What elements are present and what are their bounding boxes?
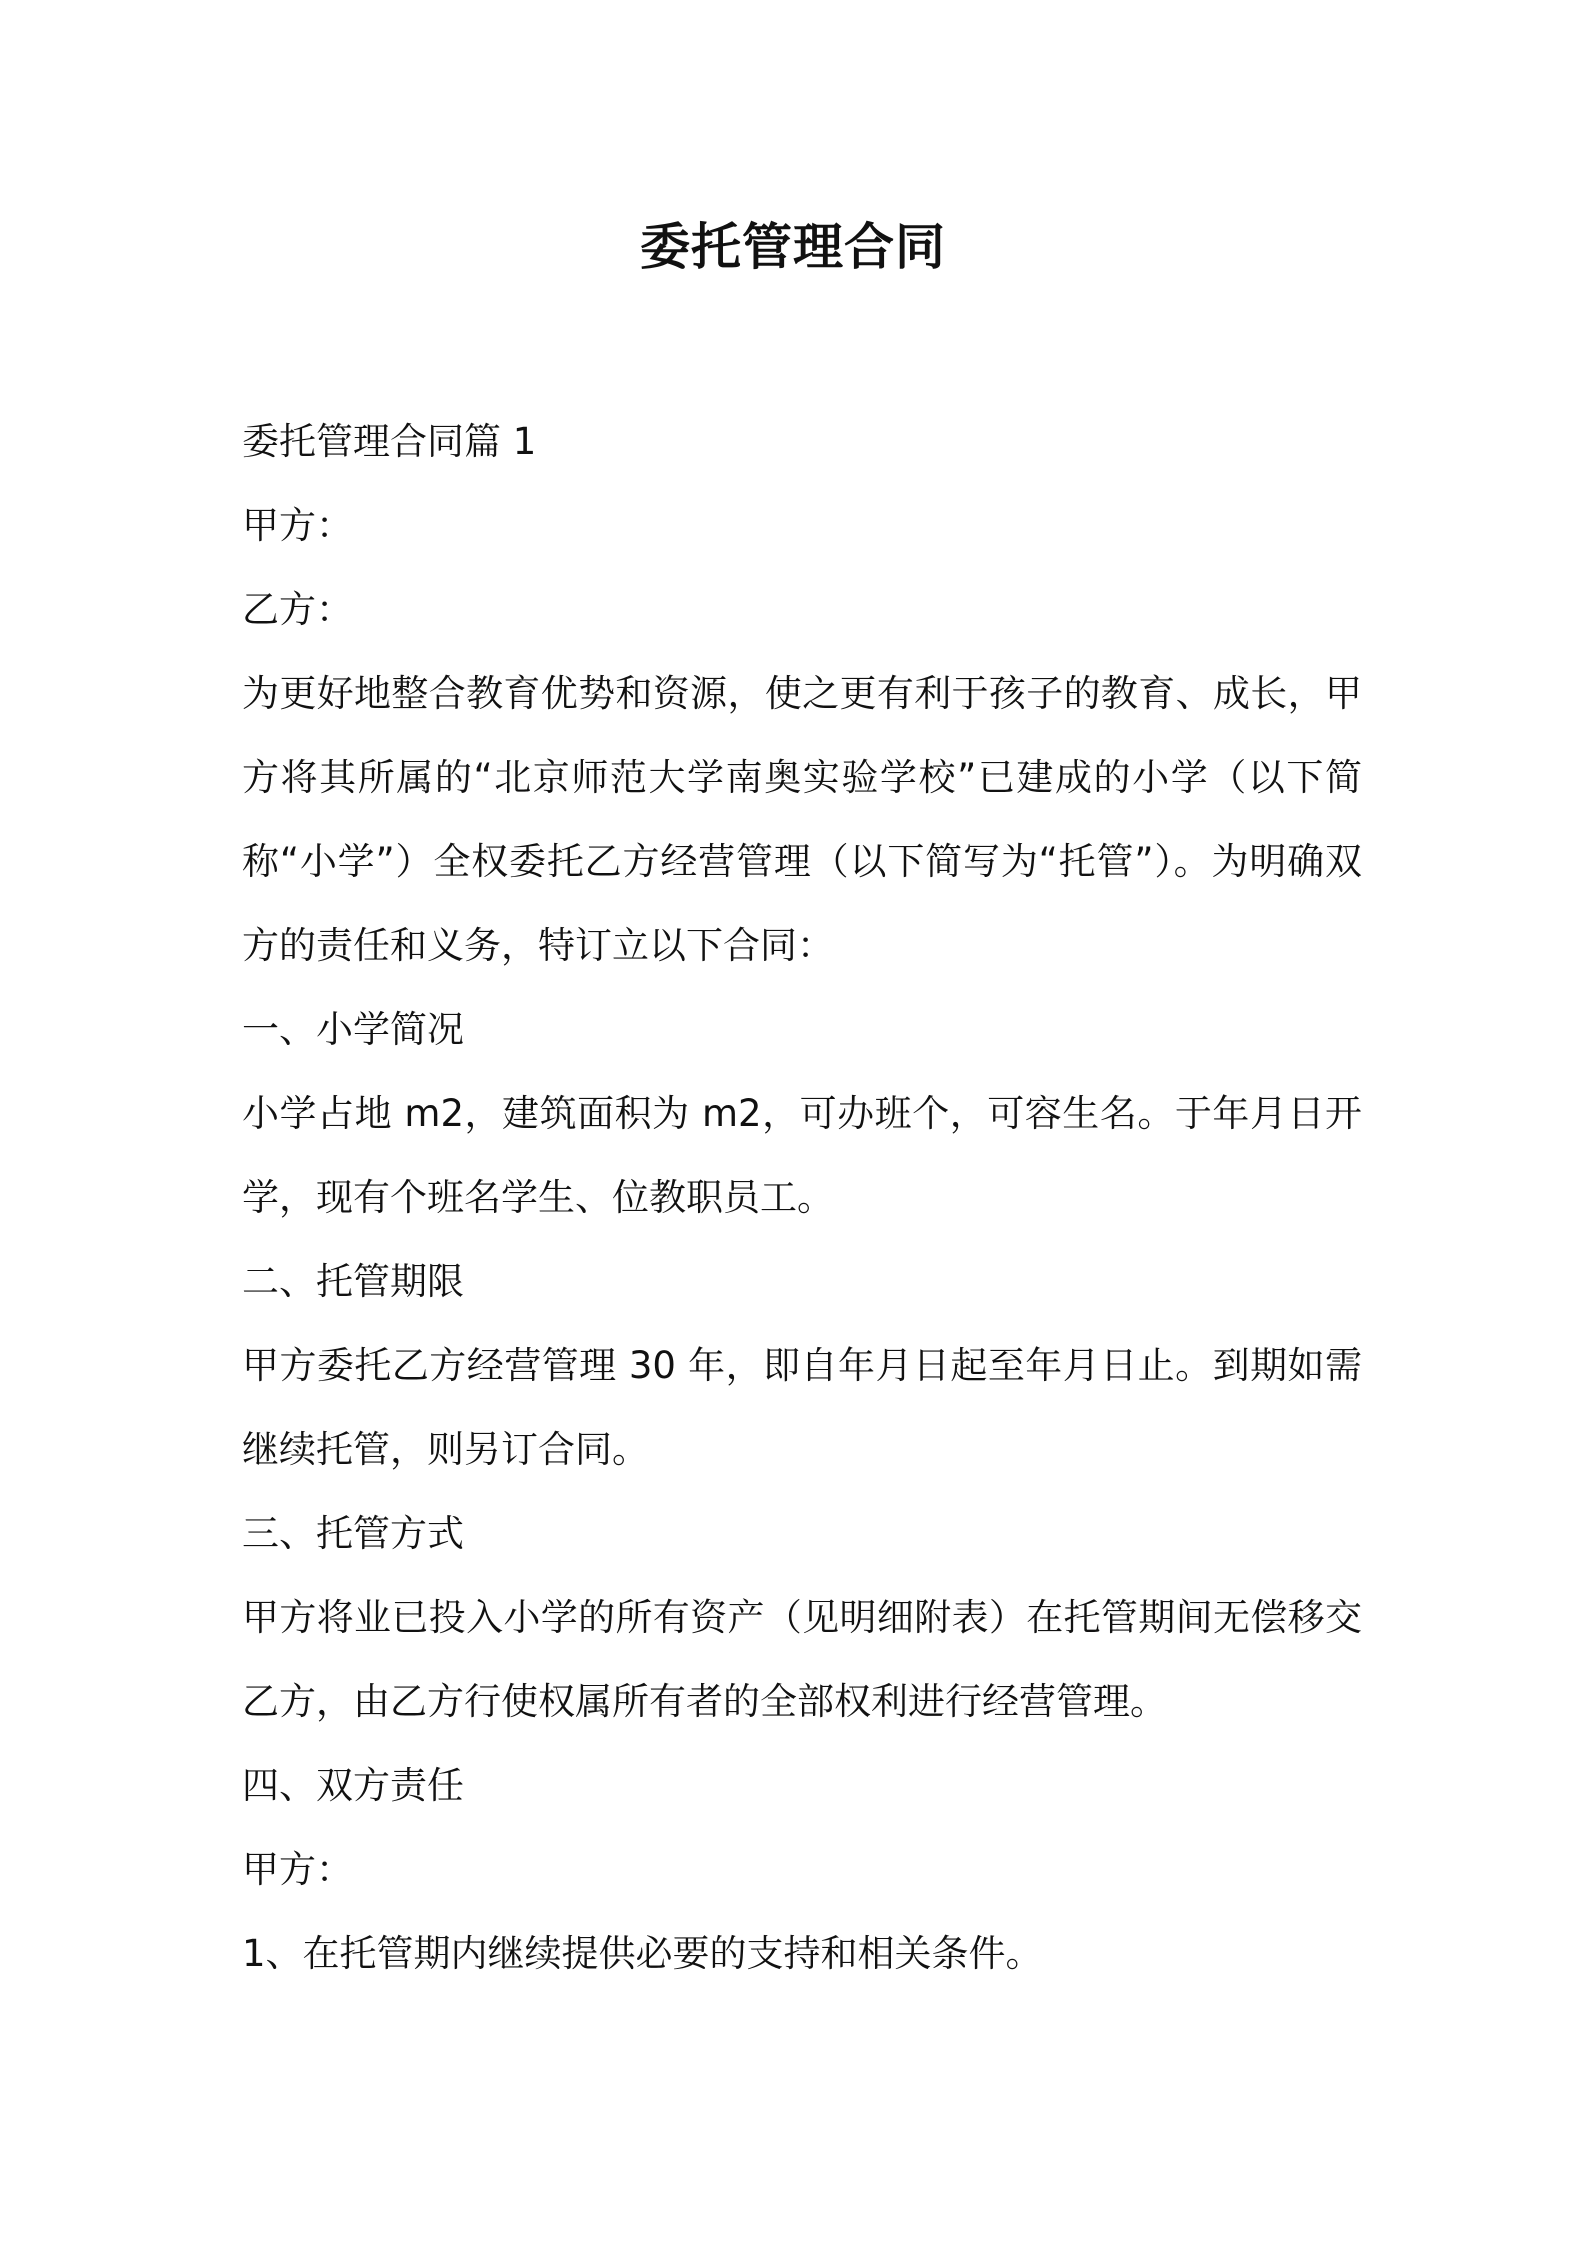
section-body-1: 小学占地 m2，建筑面积为 m2，可办班个，可容生名。于年月日开学，现有个班名学生、位教职员工。 [242,1092,1362,1219]
section-body-3: 甲方将业已投入小学的所有资产（见明细附表）在托管期间无偿移交乙方，由乙方行使权属所有者的全部权利进行经营管理。 [242,1596,1362,1723]
intro-paragraph: 为更好地整合教育优势和资源，使之更有利于孩子的教育、成长，甲方将其所属的“北京师范大学南奥实验学校”已建成的小学（以下简称“小学”）全权委托乙方经营管理（以下简写为“托管”）。为明确双方的责任和义务，特订立以下合同： [242,672,1362,967]
responsibility-item-1: 1、在托管期内继续提供必要的支持和相关条件。 [242,1932,1043,1975]
party-a-label: 甲方： [242,504,353,547]
document-body [242,400,1362,1996]
section-body-2: 甲方委托乙方经营管理 30 年，即自年月日起至年月日止。到期如需继续托管，则另订合同。 [242,1344,1362,1471]
section-heading-4: 四、双方责任 [242,1764,464,1807]
section-heading-3: 三、托管方式 [242,1512,464,1555]
document-title: 委托管理合同 [640,218,946,276]
party-b-label: 乙方： [242,588,353,631]
responsibility-party-a-label: 甲方： [242,1848,353,1891]
section-heading-1: 一、小学简况 [242,1008,464,1051]
section-heading-2: 二、托管期限 [242,1260,464,1303]
document-subtitle: 委托管理合同篇 1 [242,420,537,463]
